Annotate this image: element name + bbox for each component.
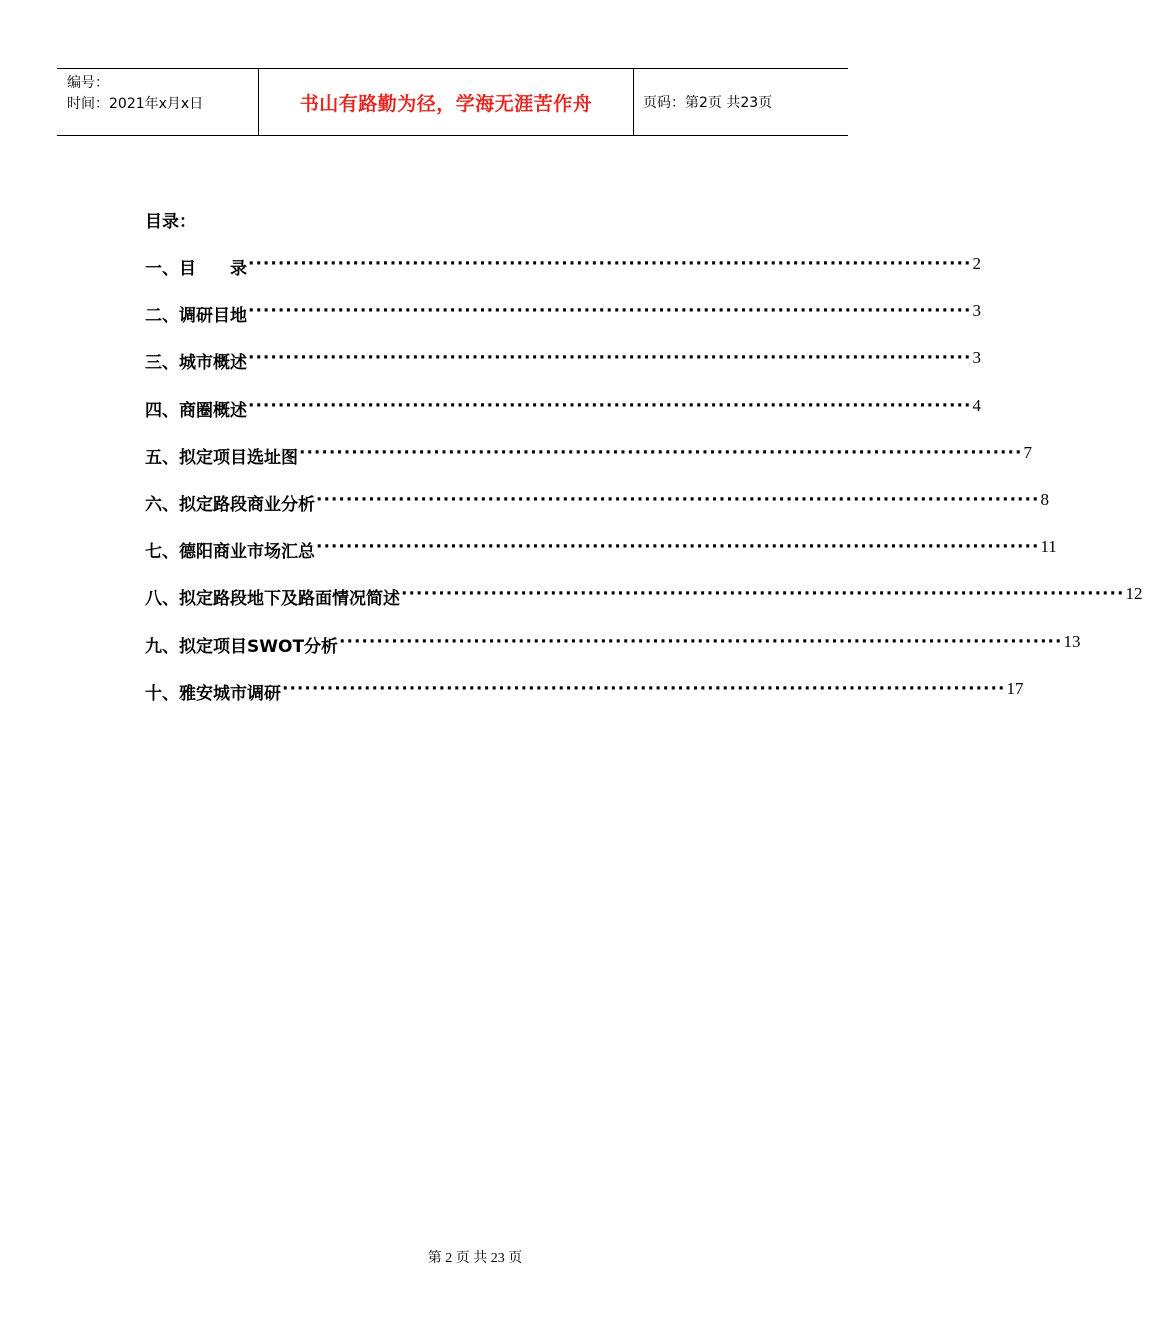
toc-entry-title: 四、商圈概述 <box>145 400 247 421</box>
toc-entry[interactable] <box>145 348 981 395</box>
toc-entry-page: 17 <box>1006 678 1024 698</box>
toc-leader-dots: ································································································· <box>401 584 1125 605</box>
toc-leader-dots: ································································································· <box>316 489 1040 510</box>
table-of-contents <box>145 254 1143 726</box>
toc-entry-title: 三、城市概述 <box>145 353 247 374</box>
toc-entry-page: 3 <box>972 348 981 368</box>
header-page-info: 页码：第2页 共23页 <box>643 95 773 111</box>
toc-entry[interactable] <box>145 678 1024 726</box>
toc-entry-page: 11 <box>1040 537 1057 557</box>
toc-entry-title: 七、德阳商业市场汇总 <box>145 542 315 563</box>
document-number-label: 编号： <box>67 75 109 91</box>
page-header <box>57 68 848 136</box>
toc-entry-page: 4 <box>972 395 981 415</box>
toc-entry-title: 八、拟定路段地下及路面情况简述 <box>145 589 400 610</box>
toc-entry-page: 12 <box>1125 584 1143 604</box>
toc-leader-dots: ································································································· <box>339 631 1063 652</box>
toc-entry-title: 二、调研目地 <box>145 306 247 327</box>
toc-entry[interactable] <box>145 489 1049 537</box>
toc-entry-title: 五、拟定项目选址图 <box>145 447 298 468</box>
toc-entry[interactable] <box>145 631 1081 679</box>
document-time-label: 时间：2021年x月x日 <box>67 96 204 112</box>
toc-entry[interactable] <box>145 584 1143 631</box>
toc-entry-page: 3 <box>972 301 981 321</box>
toc-entry-title: 十、雅安城市调研 <box>145 683 281 704</box>
toc-leader-dots: ································································································· <box>299 442 1023 463</box>
toc-leader-dots: ································································································· <box>248 254 972 274</box>
toc-entry-page: 8 <box>1040 489 1049 509</box>
toc-entry-title: 六、拟定路段商业分析 <box>145 494 315 515</box>
toc-entry[interactable] <box>145 254 981 301</box>
toc-entry-page: 2 <box>972 254 981 273</box>
toc-leader-dots: ································································································· <box>316 537 1040 558</box>
toc-entry[interactable] <box>145 442 1032 490</box>
toc-entry[interactable] <box>145 301 981 348</box>
toc-entry-page: 13 <box>1063 631 1081 651</box>
header-meta <box>57 69 258 135</box>
toc-entry-page: 7 <box>1023 442 1032 462</box>
page-footer: 第 2 页 共 23 页 <box>427 1251 523 1266</box>
header-motto: 书山有路勤为径，学海无涯苦作舟 <box>258 69 634 135</box>
toc-leader-dots: ································································································· <box>248 348 972 369</box>
toc-title: 目录： <box>145 212 196 232</box>
toc-entry[interactable] <box>145 537 1057 584</box>
toc-leader-dots: ································································································· <box>282 678 1006 699</box>
toc-leader-dots: ································································································· <box>248 395 972 416</box>
toc-entry[interactable] <box>145 395 981 443</box>
toc-leader-dots: ································································································· <box>248 301 972 322</box>
toc-entry-title: 九、拟定项目SWOT分析 <box>145 636 339 657</box>
toc-entry-title: 一、目 录 <box>145 259 247 279</box>
